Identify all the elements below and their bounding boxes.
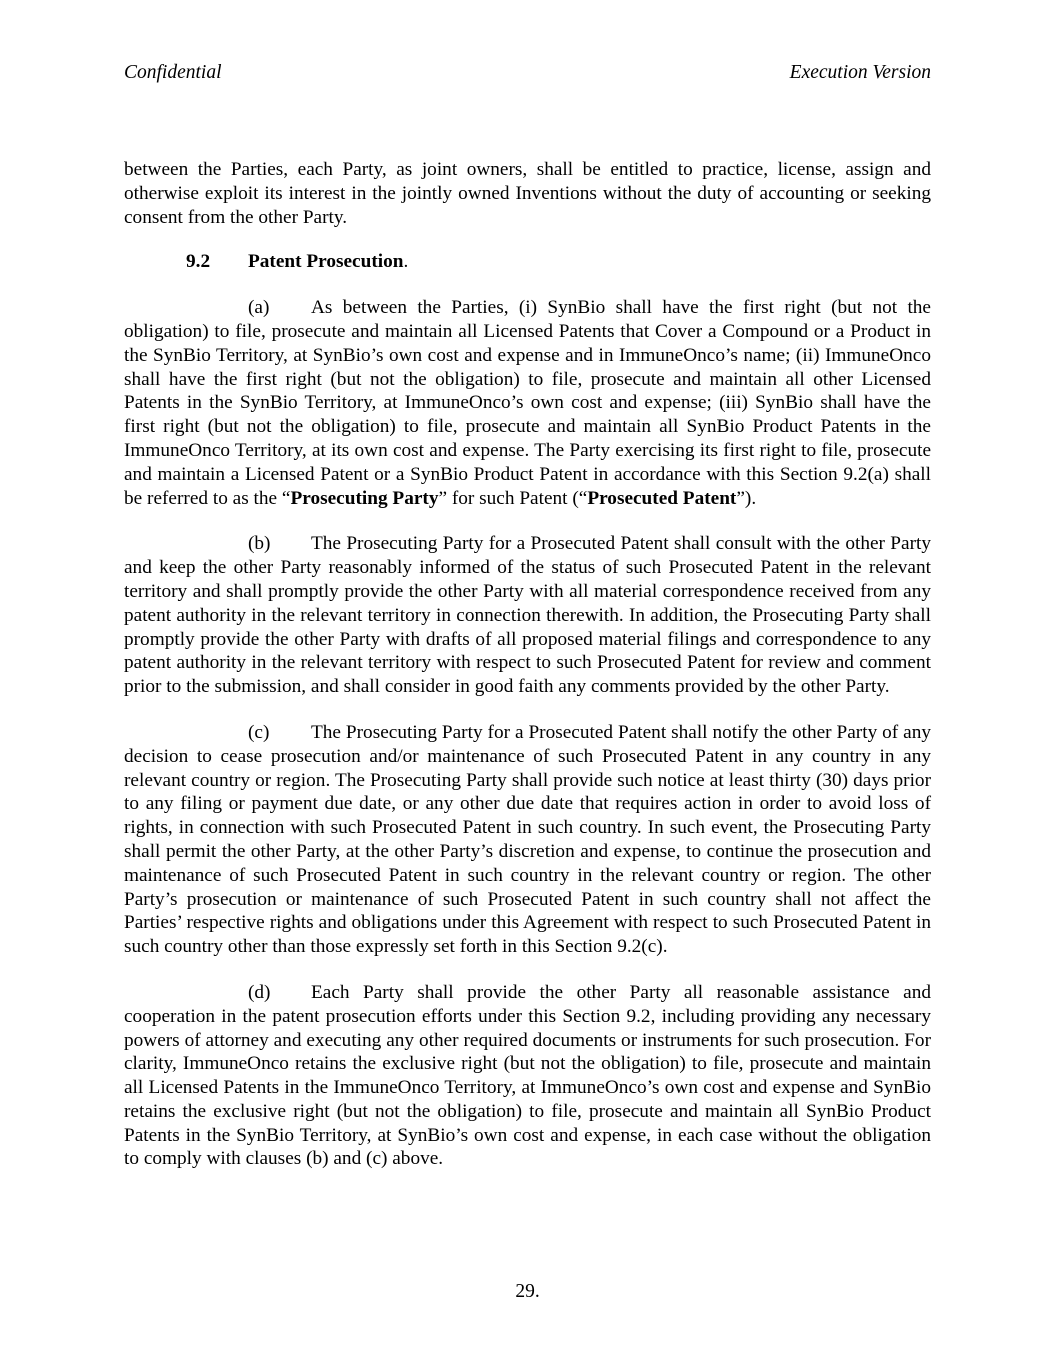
paragraph-c-label: (c) (248, 721, 270, 743)
paragraph-d-text: Each Party shall provide the other Party all reasonable assistance and cooperation in the patent prosecution efforts under this Section 9.2, including providing any necessary powers of attorney and executing any other required documents or instruments for such prosecution. For clarity, ImmuneOnco retains the exclusive right (but not the obligation) to file, prosecute and maintain all Licensed Patents in the ImmuneOnco Territory, at ImmuneOnco’s own cost and expense and SynBio retains the exclusive right (but not the obligation) to file, prosecute and maintain all SynBio Product Patents in the SynBio Territory, at SynBio’s own cost and expense, in each case without the obligation to comply with clauses (b) and (c) above. (124, 981, 931, 1170)
paragraph-a-text-before: As between the Parties, (i) SynBio shall have the first right (but not the obligation) to file, prosecute and maintain all Licensed Patents that Cover a Compound or a Product in the SynBio Territory, at SynBio’s own cost and expense and in ImmuneOnco’s name; (ii) ImmuneOnco shall have the first right (but not the obligation) to file, prosecute and maintain all other Licensed Patents in the SynBio Territory, at ImmuneOnco’s own cost and expense; (iii) SynBio shall have the first right (but not the obligation) to file, prosecute and maintain all SynBio Product Patents in the ImmuneOnco Territory, at its own cost and expense. The Party exercising its first right to file, prosecute and maintain a Licensed Patent or a SynBio Product Patent in accordance with this Section 9.2(a) shall be referred to as the “ (124, 297, 931, 509)
paragraph-a-text-after: ”). (736, 487, 757, 509)
paragraph-a-text-middle: ” for such Patent (“ (438, 487, 588, 509)
paragraph-b (124, 532, 931, 699)
defined-term-prosecuted-patent: Prosecuted Patent (587, 487, 737, 509)
document-body (124, 158, 931, 1193)
header-execution-version: Execution Version (789, 62, 931, 83)
defined-term-prosecuting-party: Prosecuting Party (290, 487, 439, 509)
section-title-period: . (403, 251, 409, 273)
page-number: 29. (515, 1281, 540, 1302)
section-title: Patent Prosecution (248, 251, 404, 273)
continuation-paragraph: between the Parties, each Party, as joint owners, shall be entitled to practice, license, assign and otherwise exploit its interest in the jointly owned Inventions without the duty of accounting or seeking consent from the other Party. (124, 159, 931, 228)
paragraph-b-label: (b) (248, 533, 271, 555)
paragraph-d (124, 981, 931, 1171)
paragraph-b-text: The Prosecuting Party for a Prosecuted Patent shall consult with the other Party and keep the other Party reasonably informed of the status of such Prosecuted Patent in the relevant territory and shall promptly provide the other Party with all material correspondence received from any patent authority in the relevant territory in connection therewith. In addition, the Prosecuting Party shall promptly provide the other Party with drafts of all proposed material filings and correspondence to any patent authority in the relevant territory with respect to such Prosecuted Patent for review and comment prior to the submission, and shall consider in good faith any comments provided by the other Party. (124, 533, 931, 698)
paragraph-a (124, 296, 931, 510)
section-number: 9.2 (186, 251, 211, 273)
paragraph-c (124, 721, 931, 959)
paragraph-c-text: The Prosecuting Party for a Prosecuted Patent shall notify the other Party of any decision to cease prosecution and/or maintenance of such Prosecuted Patent in any country in any relevant country or region. The Prosecuting Party shall provide such notice at least thirty (30) days prior to any filing or payment due date, or any other due date that requires action in order to avoid loss of rights, in connection with such Prosecuted Patent in such country. In such event, the Prosecuting Party shall permit the other Party, at the other Party’s discretion and expense, to continue the prosecution and maintenance of such Prosecuted Patent in such country in the relevant country or region. The other Party’s prosecution or maintenance of such Prosecuted Patent in such country shall not affect the Parties’ respective rights and obligations under this Agreement with respect to such Prosecuted Patent in such country other than those expressly set forth in this Section 9.2(c). (124, 721, 931, 958)
section-heading (124, 250, 931, 274)
paragraph-d-label: (d) (248, 981, 271, 1003)
header-confidential: Confidential (124, 62, 222, 83)
paragraph-a-label: (a) (248, 297, 270, 319)
